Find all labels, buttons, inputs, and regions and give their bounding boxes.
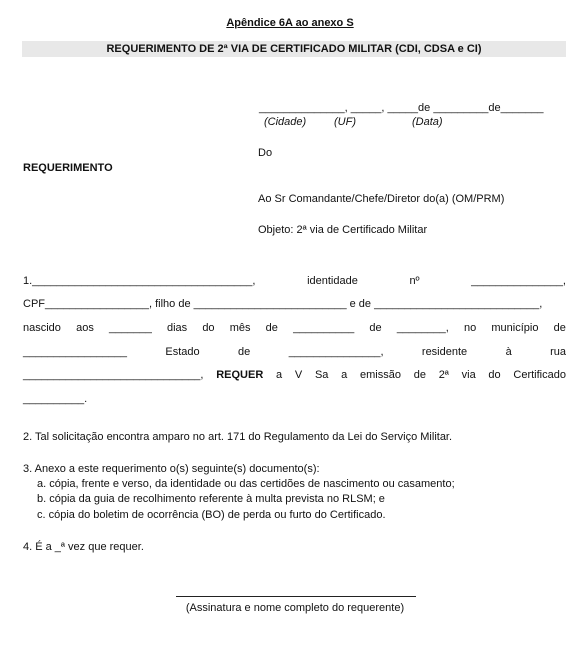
- word: Estado: [165, 346, 200, 358]
- word: de: [413, 369, 426, 381]
- word: rua: [550, 346, 566, 358]
- word: V: [294, 369, 303, 381]
- paragraph3-intro: 3. Anexo a este requerimento o(s) seguinte(s) documento(s):: [23, 463, 320, 475]
- word: à: [505, 346, 512, 358]
- identity-blank: _______________,: [471, 275, 566, 287]
- signature-label: (Assinatura e nome completo do requerente): [185, 602, 405, 614]
- city-label: (Cidade): [264, 116, 307, 128]
- word: no: [463, 322, 477, 334]
- municipality-blank: _________________: [23, 346, 128, 358]
- word: de: [238, 346, 251, 358]
- word: do: [202, 322, 215, 334]
- word: nascido: [23, 322, 61, 334]
- to-line: Ao Sr Comandante/Chefe/Diretor do(a) (OM/PRM): [258, 193, 505, 205]
- word: a: [341, 369, 348, 381]
- word: município: [491, 322, 539, 334]
- word: Sa: [314, 369, 329, 381]
- state-label: (UF): [334, 116, 356, 128]
- paragraph2: 2. Tal solicitação encontra amparo no art. 171 do Regulamento da Lei do Serviço Militar.: [23, 431, 453, 443]
- attachment-item-c: c. cópia do boletim de ocorrência (BO) de perda ou furto do Certificado.: [37, 509, 386, 521]
- section-label: REQUERIMENTO: [23, 162, 113, 174]
- word: aos: [76, 322, 94, 334]
- word: mês: [229, 322, 251, 334]
- banner-title: REQUERIMENTO DE 2ª VIA DE CERTIFICADO MILITAR (CDI, CDSA e CI): [22, 41, 566, 57]
- number-label: nº: [409, 275, 420, 287]
- word: de: [553, 322, 566, 334]
- attachment-item-b: b. cópia da guia de recolhimento referente à multa prevista no RLSM; e: [37, 493, 385, 505]
- requer-word: REQUER: [216, 369, 264, 381]
- year-blank: ________,: [396, 322, 449, 334]
- object-line: Objeto: 2ª via de Certificado Militar: [258, 224, 428, 236]
- from-label: Do: [258, 147, 273, 159]
- paragraph4: 4. É a _ª vez que requer.: [23, 541, 144, 553]
- date-label: (Data): [412, 116, 443, 128]
- paragraph1-row2: [23, 297, 566, 311]
- word: 2ª: [438, 369, 449, 381]
- word: de: [265, 322, 278, 334]
- word: via: [461, 369, 476, 381]
- word: a: [276, 369, 283, 381]
- signature-line: [176, 596, 416, 597]
- paragraph1-row1: [23, 274, 566, 288]
- word: de: [369, 322, 382, 334]
- street-blank: _____________________________,: [23, 369, 204, 381]
- place-date-line: ______________, _____, _____de _________de_______: [259, 102, 544, 114]
- cpf-filiation-text: CPF_________________, filho de _________________________ e de ___________________________,: [23, 298, 543, 310]
- word: dias: [166, 322, 188, 334]
- month-blank: __________: [293, 322, 355, 334]
- paragraph1-row3: [23, 321, 566, 335]
- identity-label: identidade: [307, 275, 358, 287]
- state-blank: _______________,: [288, 346, 384, 358]
- paragraph1-row6: __________.: [23, 393, 88, 405]
- word: residente: [421, 346, 468, 358]
- name-blank: 1.____________________________________,: [23, 275, 256, 287]
- word: do: [488, 369, 501, 381]
- appendix-title: Apêndice 6A ao anexo S: [226, 17, 354, 29]
- paragraph1-row4: [23, 345, 566, 359]
- word: emissão: [360, 369, 401, 381]
- paragraph1-row5: [23, 368, 566, 382]
- attachment-item-a: a. cópia, frente e verso, da identidade ou das certidões de nascimento ou casamento;: [37, 478, 455, 490]
- day-blank: _______: [108, 322, 152, 334]
- word: Certificado: [513, 369, 566, 381]
